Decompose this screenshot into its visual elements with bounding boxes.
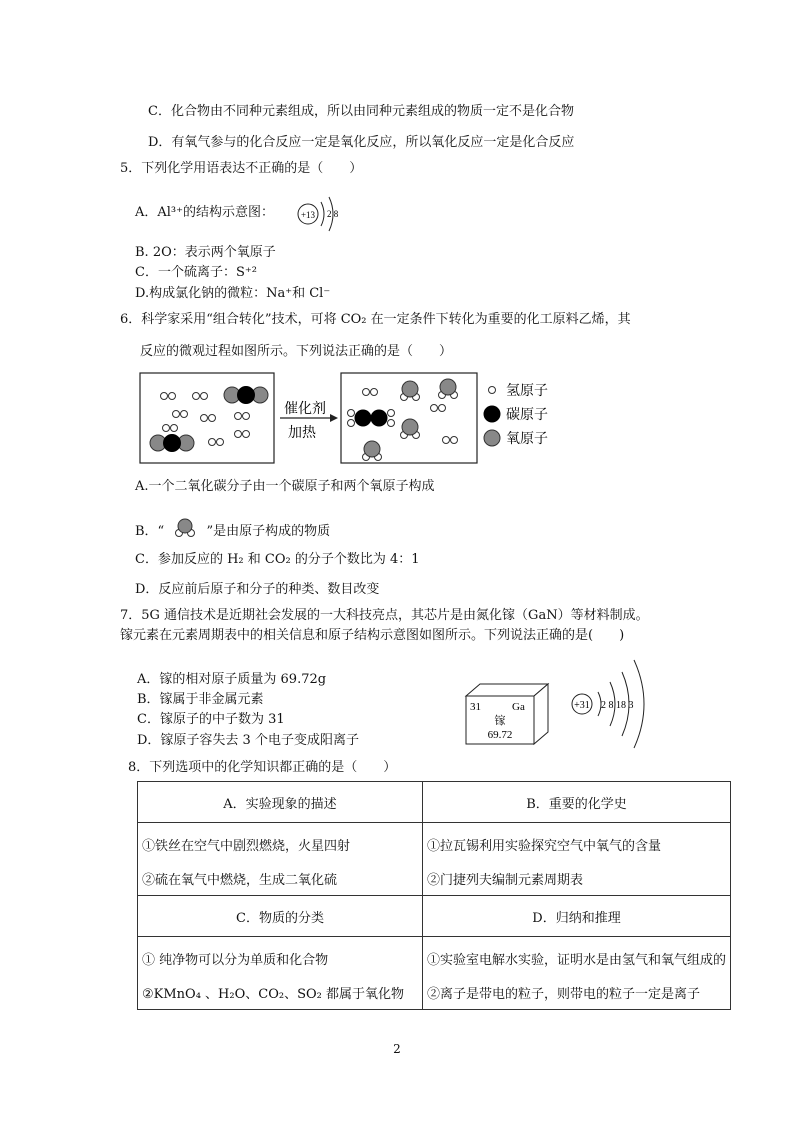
cell-d-head: D．归纳和推理 bbox=[422, 896, 730, 937]
q5-option-b: B. 2O：表示两个氧原子 bbox=[135, 245, 276, 260]
q6-option-b-prefix: B．“ bbox=[135, 524, 165, 539]
cell-c1: ① 纯净物可以分为单质和化合物 bbox=[138, 937, 423, 976]
cell-b2: ②门捷列夫编制元素周期表 bbox=[422, 861, 730, 896]
ga-symbol: Ga bbox=[512, 701, 525, 713]
arrow-catalyst-label: 催化剂 bbox=[284, 401, 326, 417]
cell-a1: ①铁丝在空气中剧烈燃烧，火星四射 bbox=[138, 823, 423, 862]
q6-stem-line1: 6．科学家采用“组合转化”技术，可将 CO₂ 在一定条件下转化为重要的化工原料乙烯，其 bbox=[120, 312, 631, 327]
q7-option-a: A．镓的相对原子质量为 69.72g bbox=[137, 672, 327, 687]
q7-option-b: B．镓属于非金属元素 bbox=[137, 692, 264, 707]
table-row bbox=[138, 861, 731, 896]
legend-carbon-icon bbox=[484, 406, 501, 423]
ga-atomic-mass: 69.72 bbox=[487, 729, 513, 741]
q6-stem-line2: 反应的微观过程如图所示。下列说法正确的是（ ） bbox=[140, 344, 453, 359]
gallium-periodic-cell bbox=[460, 682, 552, 748]
reaction-micro-process-diagram bbox=[138, 370, 558, 466]
table-row bbox=[138, 896, 731, 937]
al-shell-1 bbox=[321, 202, 324, 226]
q7-stem-line1: 7．5G 通信技术是近期社会发展的一大科技亮点，其芯片是由氮化镓（GaN）等材料制成。 bbox=[120, 608, 649, 623]
cell-c-head: C．物质的分类 bbox=[138, 896, 423, 937]
ga-nucleus-label: +31 bbox=[574, 700, 590, 711]
q6-option-b-suffix: ”是由原子构成的物质 bbox=[206, 524, 331, 539]
q7-option-c: C．镓原子的中子数为 31 bbox=[137, 712, 285, 727]
q7-stem-line2: 镓元素在元素周期表中的相关信息和原子结构示意图如图所示。下列说法正确的是( ) bbox=[120, 628, 625, 643]
cell-d1: ①实验室电解水实验，证明水是由氢气和氧气组成的 bbox=[422, 937, 730, 976]
legend-carbon-label: 碳原子 bbox=[506, 407, 548, 423]
q5-stem: 5．下列化学用语表达不正确的是（ ） bbox=[120, 161, 363, 176]
al-ion-structure-diagram bbox=[294, 192, 356, 238]
arrow-heat-label: 加热 bbox=[288, 425, 316, 441]
q5-option-a: A．Al³⁺的结构示意图： bbox=[135, 205, 275, 220]
q5-option-c: C．一个硫离子：S⁺² bbox=[135, 265, 257, 280]
q8-stem: 8．下列选项中的化学知识都正确的是（ ） bbox=[128, 760, 397, 775]
cell-b-head: B．重要的化学史 bbox=[422, 782, 730, 823]
table-row bbox=[138, 823, 731, 862]
q6-option-d: D．反应前后原子和分子的种类、数目改变 bbox=[135, 582, 380, 597]
legend-oxygen-label: 氧原子 bbox=[506, 431, 548, 447]
q6-option-c: C．参加反应的 H₂ 和 CO₂ 的分子个数比为 4：1 bbox=[135, 552, 420, 567]
cell-c2: ②KMnO₄ 、H₂O、CO₂、SO₂ 都属于氧化物 bbox=[138, 975, 423, 1010]
ga-name: 镓 bbox=[494, 714, 506, 727]
legend-oxygen-icon bbox=[484, 430, 500, 446]
al-nucleus-label: +13 bbox=[300, 210, 316, 220]
cell-a-head: A．实验现象的描述 bbox=[138, 782, 423, 823]
q4-option-c: C．化合物由不同种元素组成，所以由同种元素组成的物质一定不是化合物 bbox=[148, 104, 574, 119]
ga-shell-electrons: 2 8 18 3 bbox=[601, 700, 634, 711]
cell-b1: ①拉瓦锡利用实验探究空气中氧气的含量 bbox=[422, 823, 730, 862]
table-row bbox=[138, 937, 731, 976]
cell-a2: ②硫在氧气中燃烧，生成二氧化硫 bbox=[138, 861, 423, 896]
q4-option-d: D．有氧气参与的化合反应一定是氧化反应，所以氧化反应一定是化合反应 bbox=[148, 135, 575, 150]
q6-option-b bbox=[135, 518, 330, 541]
legend-hydrogen-label: 氢原子 bbox=[506, 383, 548, 399]
q6-option-a: A.一个二氧化碳分子由一个碳原子和两个氧原子构成 bbox=[135, 479, 435, 494]
al-shell-electrons: 2 8 bbox=[327, 209, 339, 219]
water-molecule-icon bbox=[168, 518, 202, 540]
table-row bbox=[138, 975, 731, 1010]
table-row bbox=[138, 782, 731, 823]
q5-option-d: D.构成氯化钠的微粒：Na⁺和 Cl⁻ bbox=[135, 286, 331, 301]
q7-option-d: D．镓原子容失去 3 个电子变成阳离子 bbox=[137, 733, 359, 748]
gallium-atom-structure-diagram bbox=[566, 656, 670, 752]
q8-knowledge-table bbox=[137, 781, 731, 1010]
cell-d2: ②离子是带电的粒子，则带电的粒子一定是离子 bbox=[422, 975, 730, 1010]
page-number: 2 bbox=[393, 1042, 401, 1056]
ga-atomic-number: 31 bbox=[470, 701, 481, 713]
legend-hydrogen-icon bbox=[489, 387, 496, 394]
